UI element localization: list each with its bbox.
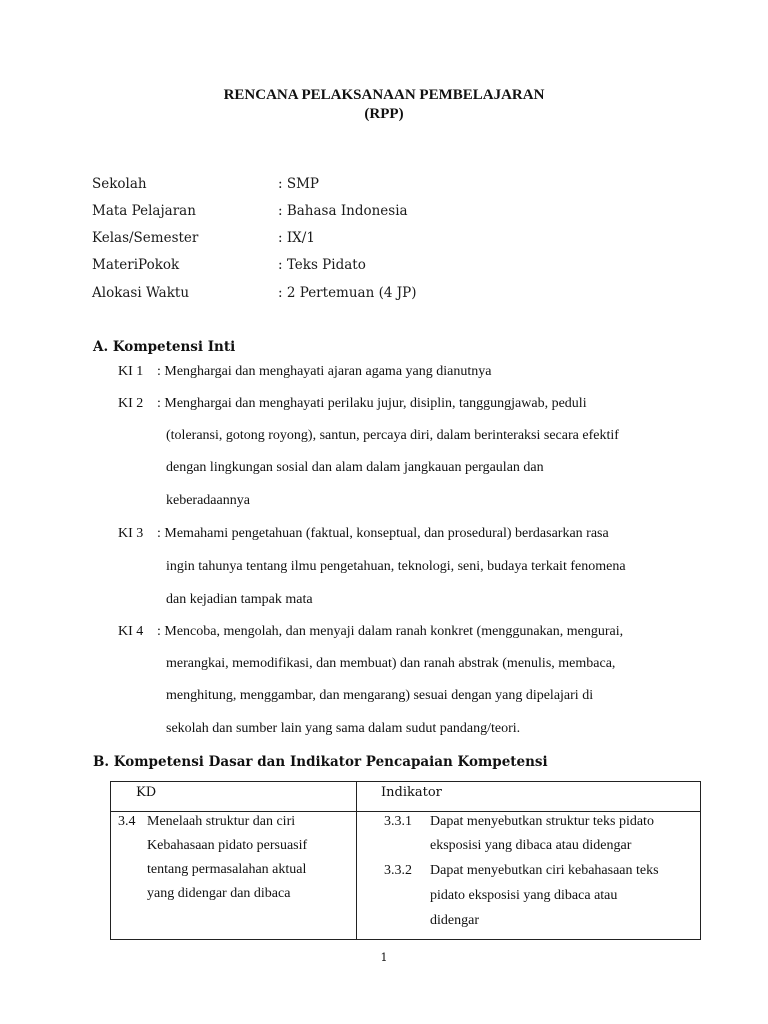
ki-text-line: menghitung, menggambar, dan mengarang) sesuai dengan yang dipelajari di: [166, 688, 594, 703]
ki-code: KI 1: [118, 364, 144, 379]
ki-text-line: ingin tahunya tentang ilmu pengetahuan, teknologi, seni, budaya terkait fenomena: [166, 559, 626, 574]
ki-text-line: (toleransi, gotong royong), santun, percaya diri, dalam berinteraksi secara efektif: [166, 428, 619, 443]
document-title: RENCANA PELAKSANAAN PEMBELAJARAN: [223, 87, 545, 103]
kd-text-line: yang didengar dan dibaca: [147, 886, 291, 901]
ki-code: KI 3: [118, 526, 144, 541]
table-header-cell: [111, 782, 357, 812]
indicator-text-line: pidato eksposisi yang dibaca atau: [430, 888, 618, 903]
ki-text-line: dengan lingkungan sosial dan alam dalam jangkauan pergaulan dan: [166, 460, 544, 475]
indicator-text-line: Dapat menyebutkan struktur teks pidato: [430, 814, 654, 829]
ki-code: KI 2: [118, 396, 144, 411]
table-header-kd: KD: [136, 785, 157, 800]
document-subtitle: (RPP): [364, 106, 404, 122]
info-value-class: : IX/1: [278, 230, 315, 246]
info-label-time: Alokasi Waktu: [92, 285, 190, 301]
kd-cell: [111, 812, 357, 940]
kd-text-line: tentang permasalahan aktual: [147, 862, 307, 877]
kd-text-line: Kebahasaan pidato persuasif: [147, 838, 308, 853]
info-label-material: MateriPokok: [92, 257, 180, 273]
info-value-school: : SMP: [278, 176, 319, 192]
kd-number: 3.4: [118, 814, 136, 829]
info-value-material: : Teks Pidato: [278, 257, 366, 273]
ki-text-line: dan kejadian tampak mata: [166, 592, 313, 607]
ki-text-line: : Menghargai dan menghayati perilaku jujur, disiplin, tanggungjawab, peduli: [157, 396, 587, 411]
ki-text-line: : Memahami pengetahuan (faktual, konseptual, dan prosedural) berdasarkan rasa: [157, 526, 609, 541]
info-label-subject: Mata Pelajaran: [92, 203, 196, 219]
ki-text-line: : Mencoba, mengolah, dan menyaji dalam ranah konkret (menggunakan, mengurai,: [157, 624, 624, 639]
indicator-number: 3.3.2: [384, 863, 412, 878]
ki-text-line: sekolah dan sumber lain yang sama dalam sudut pandang/teori.: [166, 721, 521, 736]
info-label-school: Sekolah: [92, 176, 147, 192]
ki-text-line: merangkai, memodifikasi, dan membuat) dan ranah abstrak (menulis, membaca,: [166, 656, 616, 671]
page-number: 1: [380, 951, 388, 964]
info-value-time: : 2 Pertemuan (4 JP): [278, 285, 417, 301]
table-header-indikator: Indikator: [381, 785, 442, 800]
ki-text-line: : Menghargai dan menghayati ajaran agama yang dianutnya: [157, 364, 492, 379]
indicator-text-line: Dapat menyebutkan ciri kebahasaan teks: [430, 863, 659, 878]
kd-indicator-table: [110, 781, 701, 940]
table-header-cell: [357, 782, 701, 812]
ki-code: KI 4: [118, 624, 144, 639]
ki-text-line: keberadaannya: [166, 493, 250, 508]
kd-text-line: Menelaah struktur dan ciri: [147, 814, 296, 829]
indicator-number: 3.3.1: [384, 814, 412, 829]
info-value-subject: : Bahasa Indonesia: [278, 203, 408, 219]
section-a-heading: A. Kompetensi Inti: [93, 339, 236, 355]
section-b-heading: B. Kompetensi Dasar dan Indikator Pencapaian Kompetensi: [93, 754, 548, 770]
indicator-text-line: eksposisi yang dibaca atau didengar: [430, 838, 632, 853]
info-label-class: Kelas/Semester: [92, 230, 199, 246]
indicator-cell: [357, 812, 701, 940]
indicator-text-line: didengar: [430, 913, 479, 928]
